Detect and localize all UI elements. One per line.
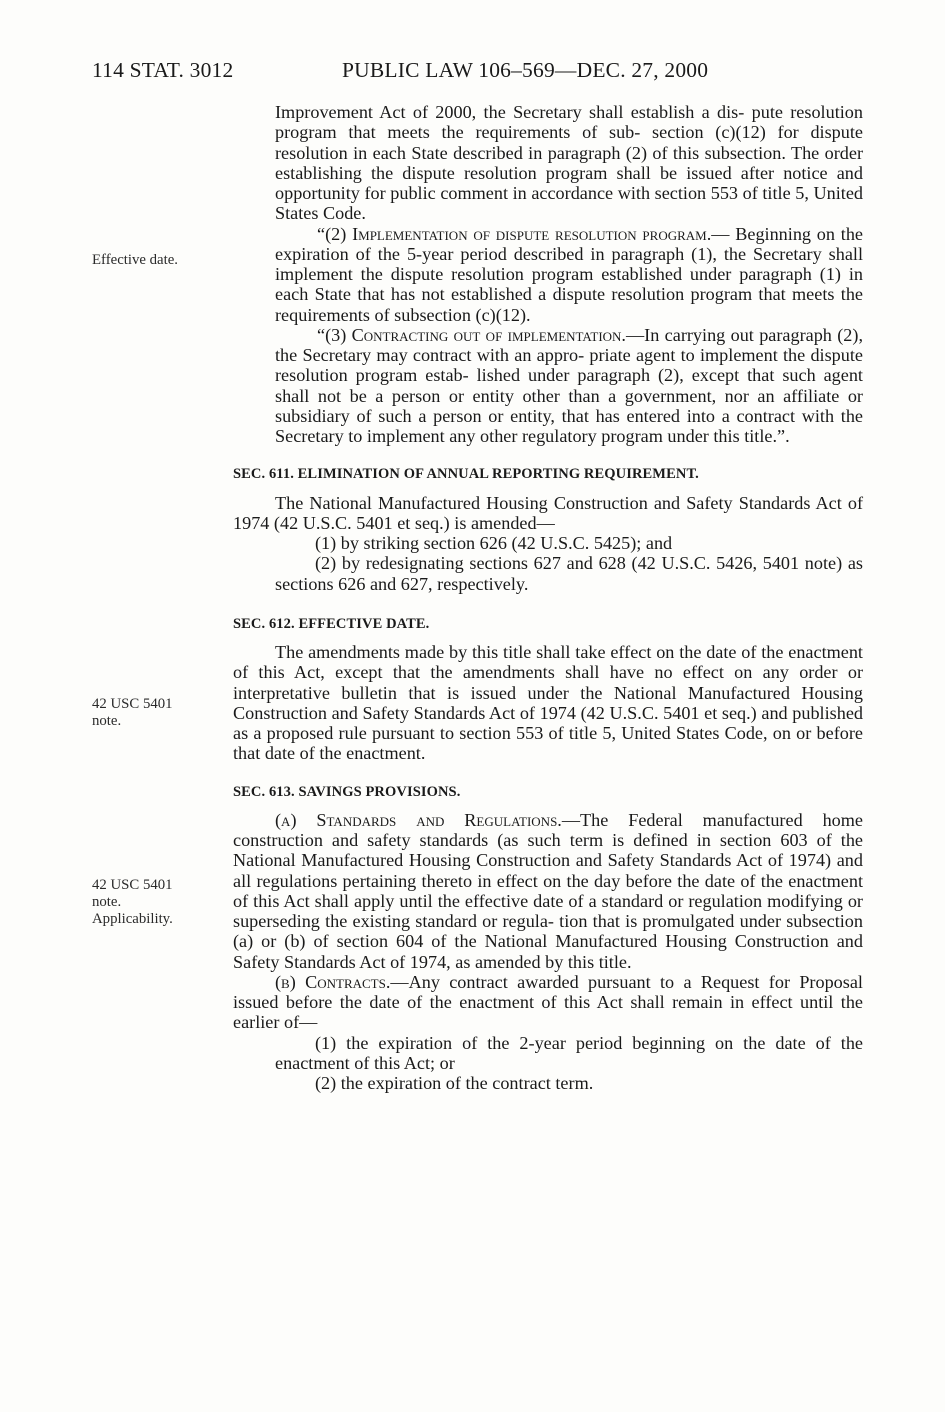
section-613a [233, 810, 863, 972]
margin-note-sec612 [92, 696, 212, 730]
section-612-heading: SEC. 612. EFFECTIVE DATE. [233, 615, 430, 632]
margin-note-line: note. [92, 894, 122, 910]
margin-note-text: Effective date. [92, 252, 178, 268]
paragraph-2-text: — Beginning on the expiration of the 5-year period described in paragraph (1), the Secretary shall implement the dispute resolution program established under paragraph (1) in each State that has not established a dispute resolution program that meets the requirements of subsection (c)(12). [275, 223, 864, 325]
section-613a-heading: (a) Standards and Regulations. [275, 809, 562, 830]
section-611-item-1: (1) by striking section 626 (42 U.S.C. 5425); and [315, 533, 673, 553]
public-law-citation: PUBLIC LAW 106–569—DEC. 27, 2000 [342, 58, 709, 82]
margin-note-line: note. [92, 713, 122, 729]
margin-note-effective-date [92, 252, 212, 269]
page-header [92, 58, 862, 88]
margin-note-sec613 [92, 877, 212, 928]
section-611-item-2: (2) by redesignating sections 627 and 628 (42 U.S.C. 5426, 5401 note) as sections 626 and 627, respectively. [275, 553, 863, 594]
statute-citation: 114 STAT. 3012 [92, 58, 234, 82]
section-612-text: The amendments made by this title shall take effect on the date of the enactment of this Act, except that the amendments shall have no effect on any order or interpretative bulletin that is issued under the National Manufactured Housing Construction and Safety Standards Act of 1974 (42 U.S.C. 5401 et seq.) and published as a proposed rule pursuant to section 553 of title 5, United States Code, on or before that date of the enactment. [233, 642, 863, 764]
section-613b-item-2: (2) the expiration of the contract term. [315, 1073, 594, 1093]
paragraph-3-text: —In carrying out paragraph (2), the Secretary may contract with an appro- priate agent to implement the dispute resolution program estab- lished under paragraph (2), except that such agent shall not be a person or entity other than a government, nor an affiliate or subsidiary of such a person or entity, that has entered into a contract with the Secretary to implement any other regulatory program under this title.”. [275, 324, 864, 446]
paragraph-3-heading: Contracting out of implementation. [351, 324, 626, 345]
section-613b-item-1: (1) the expiration of the 2-year period beginning on the date of the enactment of this Act; or [275, 1032, 863, 1073]
paragraph-3-lead: “(3) [317, 324, 352, 345]
paragraph-3 [233, 325, 863, 447]
section-613b-text: —Any contract awarded pursuant to a Request for Proposal issued before the date of the enactment of this Act shall remain in effect until the earlier of— [233, 971, 863, 1033]
section-613-heading: SEC. 613. SAVINGS PROVISIONS. [233, 783, 461, 800]
section-613b [233, 972, 863, 1033]
paragraph-2-heading: Implementation of dispute resolution program. [352, 223, 712, 244]
opening-paragraph: Improvement Act of 2000, the Secretary shall establish a dis- pute resolution program that meets the requirements of sub- section (c)(12) for dispute resolution in each State described in paragraph (2) of this subsection. The order establishing the dispute resolution program shall be issued after notice and opportunity for public comment in accordance with section 553 of title 5, United States Code. [275, 102, 863, 224]
section-613b-heading: (b) Contracts. [275, 971, 391, 992]
statute-text-column [233, 102, 863, 1093]
paragraph-2-lead: “(2) [317, 223, 353, 244]
section-613a-text: —The Federal manufactured home construction and safety standards (as such term is defined in section 603 of the National Manufactured Housing Construction and Safety Standards Act of 1974) and all regulations pertaining thereto in effect on the day before the date of the enactment of this Act shall apply until the effective date of a standard or regulation modifying or superseding the existing standard or regula- tion that is promulgated under subsection (a) or (b) of section 604 of the National Manufactured Housing Construction and Safety Standards Act of 1974, as amended by this title. [233, 809, 863, 972]
margin-note-line: 42 USC 5401 [92, 877, 173, 893]
section-611-intro: The National Manufactured Housing Construction and Safety Standards Act of 1974 (42 U.S.C. 5401 et seq.) is amended— [233, 492, 863, 533]
margin-note-line: Applicability. [92, 911, 173, 927]
paragraph-2 [233, 224, 863, 325]
margin-note-line: 42 USC 5401 [92, 696, 173, 712]
section-611-heading: SEC. 611. ELIMINATION OF ANNUAL REPORTING REQUIREMENT. [233, 466, 699, 483]
